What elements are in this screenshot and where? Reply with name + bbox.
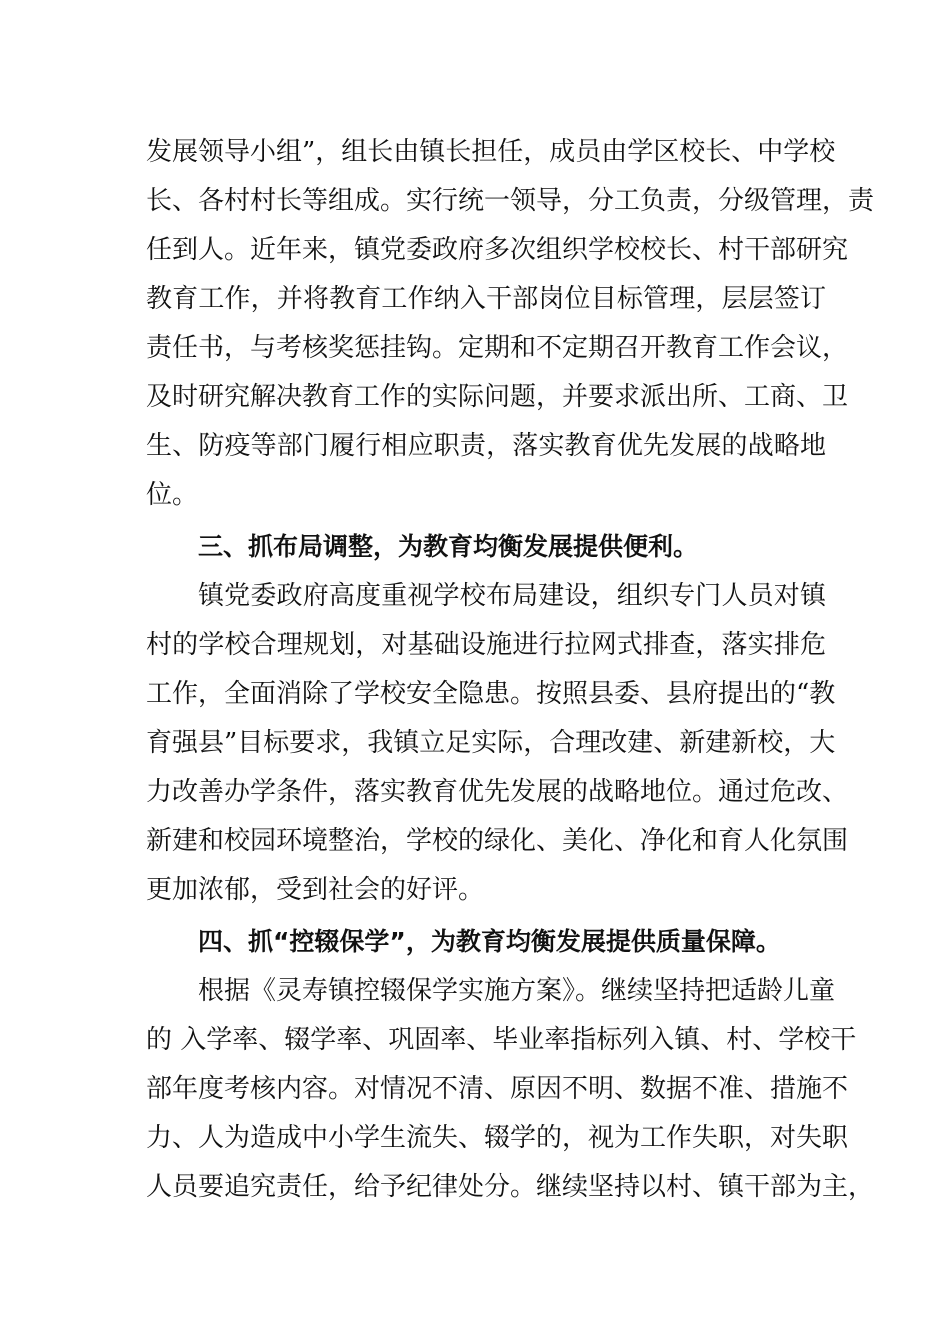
paragraph-4-line-1: 根据《灵寿镇控辍保学实施方案》。继续坚持把适龄儿童 [198, 976, 836, 1006]
paragraph-1-line-8: 位。 [146, 480, 199, 510]
paragraph-1-line-7: 生、防疫等部门履行相应职责，落实教育优先发展的战略地 [146, 431, 826, 461]
paragraph-4-line-5: 人员要追究责任，给予纪律处分。继续坚持以村、镇干部为主， [146, 1172, 875, 1202]
section-heading-4: 四、抓“控辍保学”，为教育均衡发展提供质量保障。 [198, 927, 781, 956]
paragraph-4-line-4: 力、人为造成中小学生流失、辍学的，视为工作失职，对失职 [146, 1123, 849, 1153]
paragraph-4-line-2: 的 入学率、辍学率、巩固率、毕业率指标列入镇、村、学校干 [146, 1025, 857, 1055]
section-heading-3: 三、抓布局调整，为教育均衡发展提供便利。 [198, 532, 699, 561]
paragraph-3-line-2: 村的学校合理规划，对基础设施进行拉网式排查，落实排危 [146, 630, 826, 660]
paragraph-3-line-3: 工作，全面消除了学校安全隐患。按照县委、县府提出的“教 [146, 679, 836, 709]
paragraph-1-line-3: 任到人。近年来，镇党委政府多次组织学校校长、村干部研究 [146, 235, 849, 265]
paragraph-3-line-7: 更加浓郁，受到社会的好评。 [146, 875, 485, 905]
paragraph-1-line-5: 责任书，与考核奖惩挂钩。定期和不定期召开教育工作会议， [146, 333, 849, 363]
paragraph-3-line-4: 育强县”目标要求，我镇立足实际，合理改建、新建新校，大 [146, 728, 836, 758]
paragraph-1-line-6: 及时研究解决教育工作的实际问题，并要求派出所、工商、卫 [146, 382, 849, 412]
paragraph-4-line-3: 部年度考核内容。对情况不清、原因不明、数据不准、措施不 [146, 1074, 849, 1104]
paragraph-1-line-4: 教育工作，并将教育工作纳入干部岗位目标管理，层层签订 [146, 284, 826, 314]
paragraph-3-line-6: 新建和校园环境整治，学校的绿化、美化、净化和育人化氛围 [146, 826, 849, 856]
paragraph-1-line-1: 发展领导小组”，组长由镇长担任，成员由学区校长、中学校 [146, 137, 836, 167]
paragraph-3-line-1: 镇党委政府高度重视学校布局建设，组织专门人员对镇 [198, 581, 826, 611]
paragraph-1-line-2: 长、各村村长等组成。实行统一领导，分工负责，分级管理，责 [146, 186, 875, 216]
paragraph-3-line-5: 力改善办学条件，落实教育优先发展的战略地位。通过危改、 [146, 777, 849, 807]
